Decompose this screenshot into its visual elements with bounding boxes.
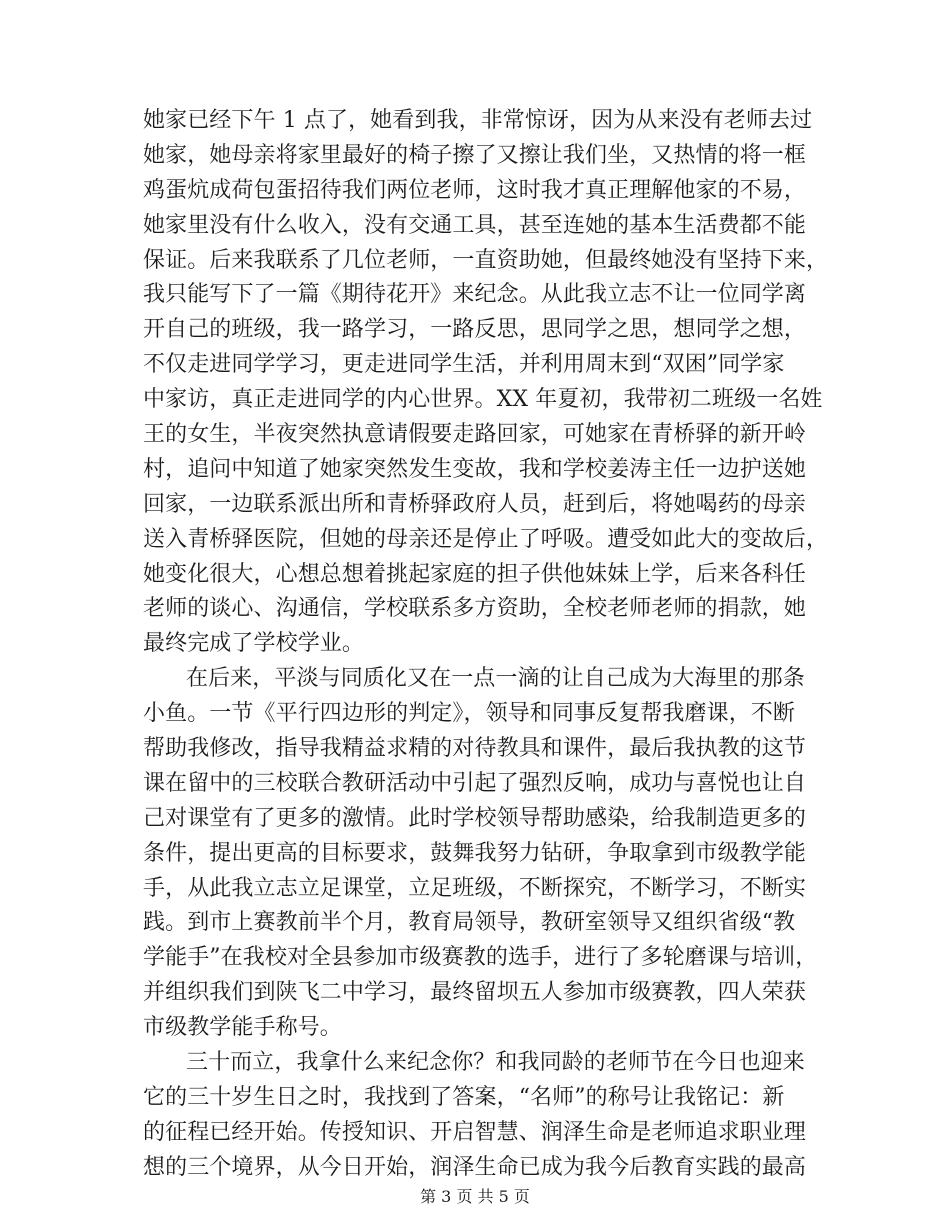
text-line: 己对课堂有了更多的激情。此时学校领导帮助感染，给我制造更多的	[143, 805, 807, 831]
text-line: 她家里没有什么收入，没有交通工具，甚至连她的基本生活费都不能	[143, 212, 807, 238]
paragraph-start-line: 三十而立，我拿什么来纪念你？和我同龄的老师节在今日也迎来	[186, 1050, 805, 1076]
text-line: 想的三个境界，从今日开始，润泽生命已成为我今后教育实践的最高	[143, 1154, 807, 1180]
text-line: 它的三十岁生日之时，我找到了答案，“名师”的称号让我铭记：新	[143, 1084, 785, 1110]
text-line: 村，追问中知道了她家突然发生变故，我和学校姜涛主任一边护送她	[143, 456, 807, 482]
text-line: 的征程已经开始。传授知识、开启智慧、润泽生命是老师追求职业理	[143, 1119, 807, 1145]
text-line: 送入青桥驿医院，但她的母亲还是停止了呼吸。遭受如此大的变故后，	[143, 526, 829, 552]
text-line: 手，从此我立志立足课堂，立足班级，不断探究，不断学习，不断实	[143, 875, 807, 901]
text-line: 帮助我修改，指导我精益求精的对待教具和课件，最后我执教的这节	[143, 736, 807, 762]
text-line: 她变化很大，心想总想着挑起家庭的担子供他妹妹上学，后来各科任	[143, 561, 807, 587]
text-line: 不仅走进同学学习，更走进同学生活，并利用周末到“双困”同学家	[143, 352, 785, 378]
text-line: 开自己的班级，我一路学习，一路反思，思同学之思，想同学之想，	[143, 317, 807, 343]
text-line: 她家已经下午 1 点了，她看到我，非常惊讶，因为从来没有老师去过	[143, 108, 813, 133]
text-line: 我只能写下了一篇《期待花开》来纪念。从此我立志不让一位同学离	[143, 282, 807, 308]
text-line: 课在留中的三校联合教研活动中引起了强烈反响，成功与喜悦也让自	[143, 770, 807, 796]
text-line: 鸡蛋炕成荷包蛋招待我们两位老师，这时我才真正理解他家的不易，	[143, 177, 807, 203]
body-text	[143, 104, 829, 1186]
page-footer: 第 3 页 共 5 页	[420, 1187, 530, 1206]
text-line: 市级教学能手称号。	[143, 1015, 342, 1041]
text-line: 学能手”在我校对全县参加市级赛教的选手，进行了多轮磨课与培训，	[143, 945, 818, 971]
text-line: 回家，一边联系派出所和青桥驿政府人员，赶到后，将她喝药的母亲	[143, 491, 807, 517]
text-line: 并组织我们到陕飞二中学习，最终留坝五人参加市级赛教，四人荣获	[143, 980, 807, 1006]
text-line: 最终完成了学校学业。	[143, 631, 365, 657]
text-line: 她家，她母亲将家里最好的椅子擦了又擦让我们坐，又热情的将一框	[143, 142, 807, 168]
text-line: 保证。后来我联系了几位老师，一直资助她，但最终她没有坚持下来，	[143, 247, 829, 273]
text-line: 王的女生，半夜突然执意请假要走路回家，可她家在青桥驿的新开岭	[143, 422, 807, 448]
paragraph-start-line: 在后来，平淡与同质化又在一点一滴的让自己成为大海里的那条	[186, 666, 805, 692]
text-line: 条件，提出更高的目标要求，鼓舞我努力钻研，争取拿到市级教学能	[143, 840, 807, 866]
text-line: 小鱼。一节《平行四边形的判定》，领导和同事反复帮我磨课，不断	[143, 701, 796, 727]
text-line: 践。到市上赛教前半个月，教育局领导，教研室领导又组织省级“教	[143, 910, 796, 936]
text-line: 中家访，真正走进同学的内心世界。XX 年夏初，我带初二班级一名姓	[143, 387, 823, 413]
text-line: 老师的谈心、沟通信，学校联系多方资助，全校老师老师的捐款，她	[143, 596, 807, 622]
